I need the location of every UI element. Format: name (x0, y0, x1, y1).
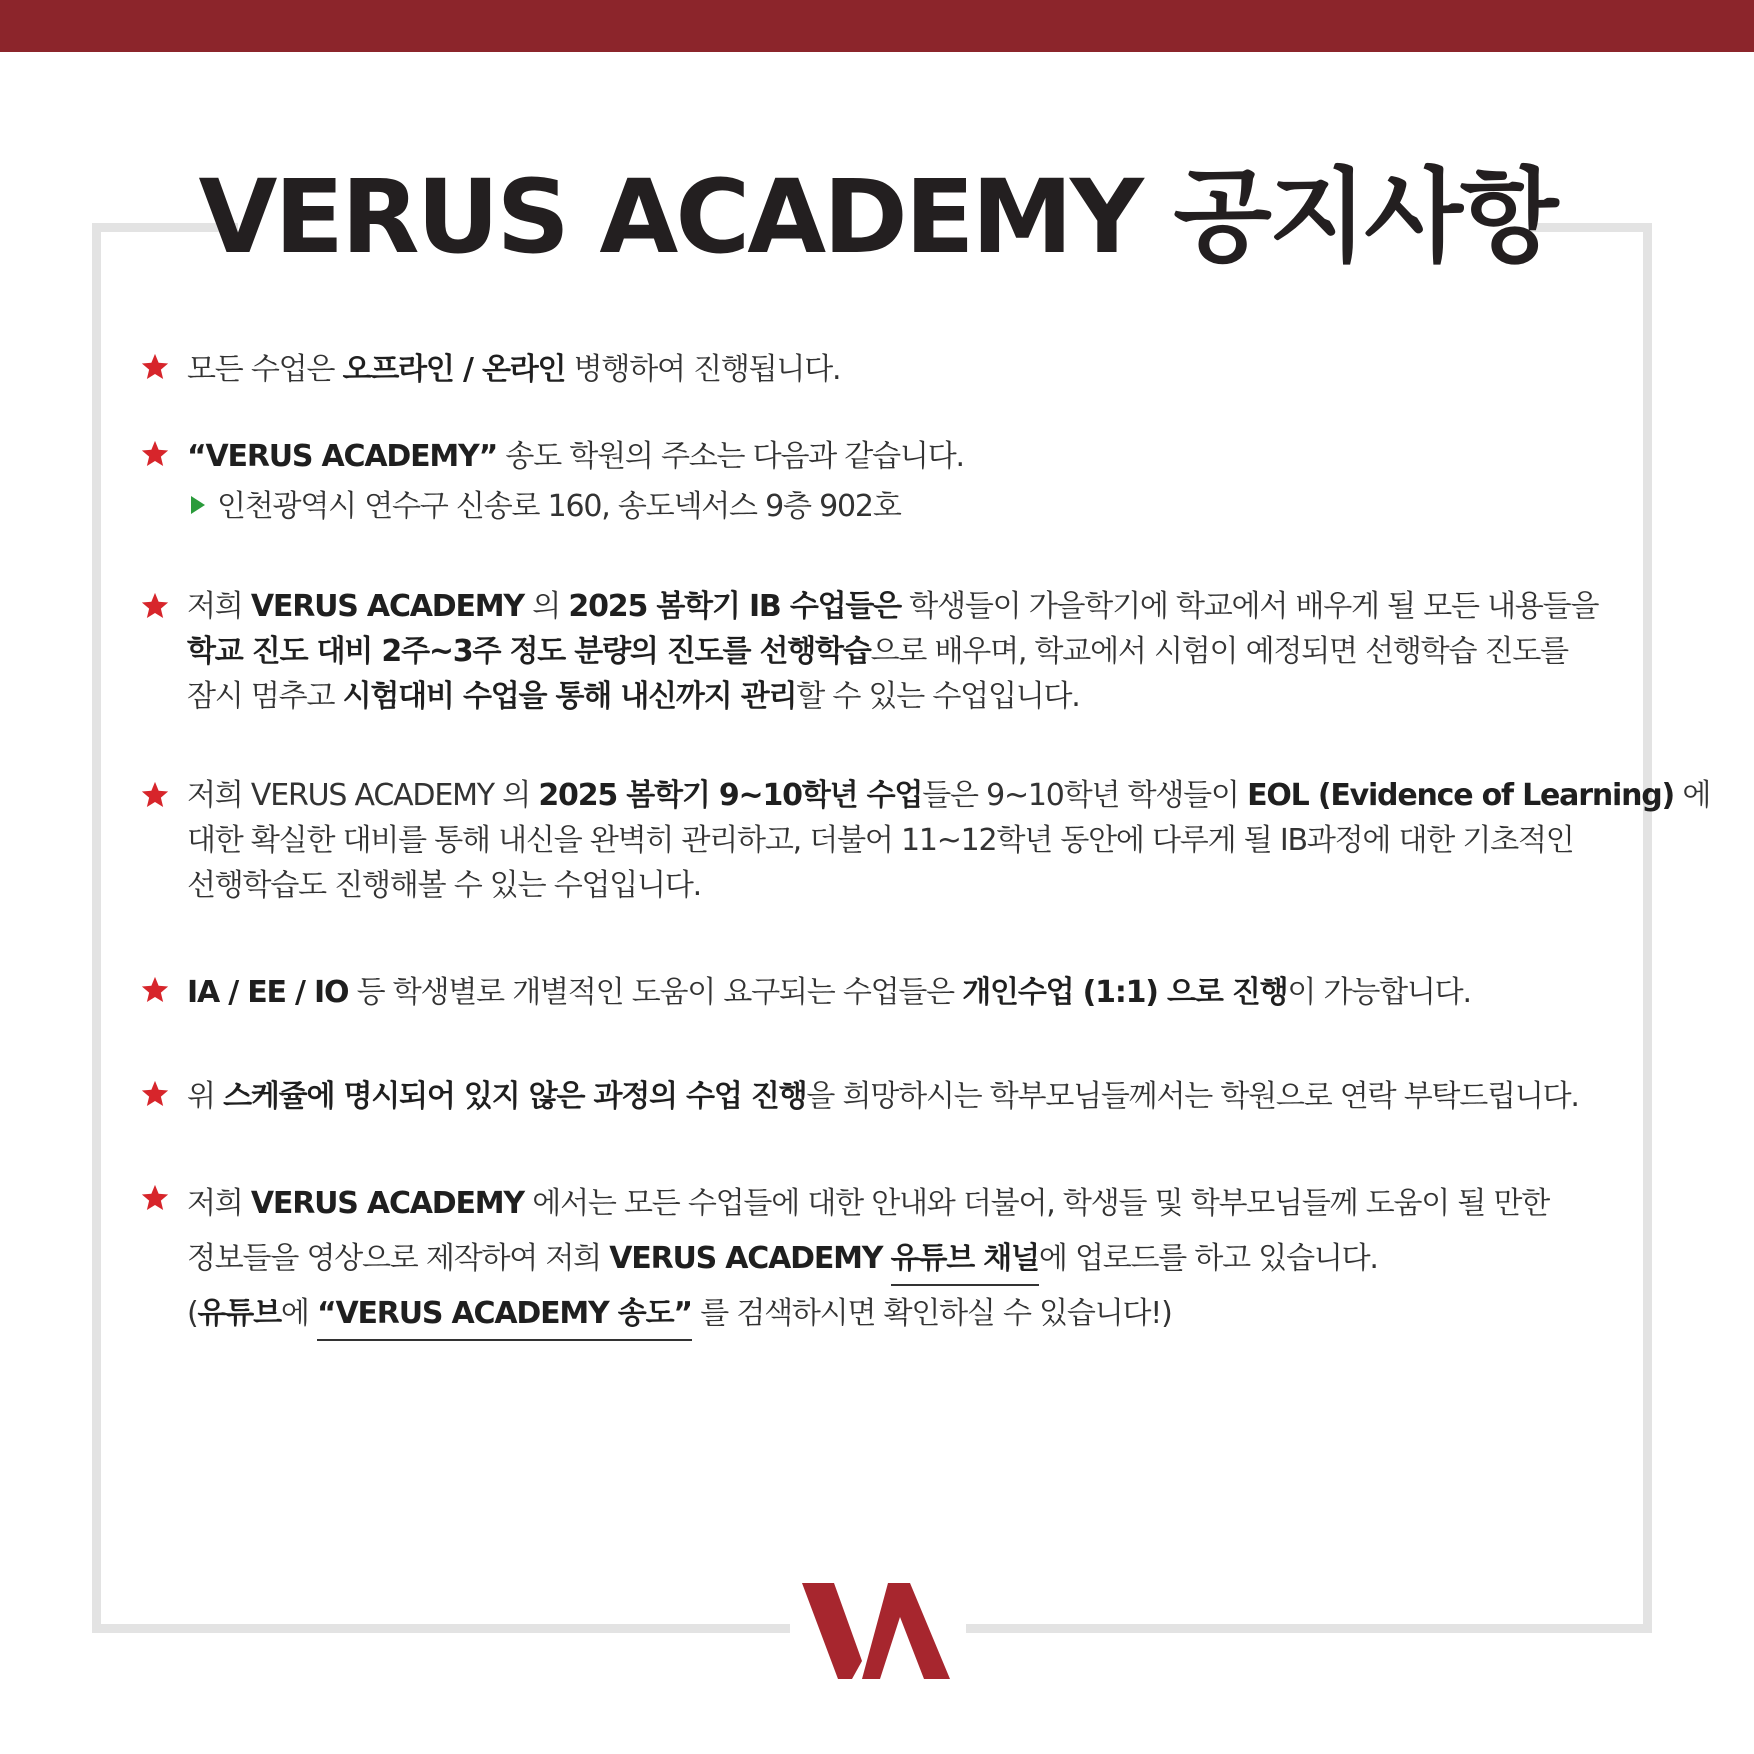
text: 들은 9~10학년 학생들이 (922, 778, 1248, 813)
text: 할 수 있는 수업입니다. (796, 679, 1080, 714)
text: 이 가능합니다. (1287, 975, 1471, 1010)
text: 병행하여 진행됩니다. (565, 352, 841, 387)
text: 에서는 모든 수업들에 대한 안내와 더불어, 학생들 및 학부모님들께 도움이 될 만한 (523, 1186, 1550, 1221)
text: 에 업로드를 하고 있습니다. (1038, 1241, 1378, 1276)
notice-line (187, 773, 1710, 818)
star-icon (140, 439, 170, 469)
text: 의 (523, 589, 569, 624)
text: 송도 학원의 주소는 다음과 같습니다. (497, 439, 964, 474)
bold-text: 스케쥴에 명시되어 있지 않은 과정의 수업 진행 (223, 1079, 807, 1114)
text: 저희 (187, 589, 251, 624)
bold-text: “VERUS ACADEMY” (187, 439, 498, 474)
star-icon (140, 1079, 170, 1109)
triangle-arrow-icon (191, 496, 205, 514)
star-icon (140, 975, 170, 1005)
text: 을 희망하시는 학부모님들께서는 학원으로 연락 부탁드립니다. (806, 1079, 1579, 1114)
text: 등 학생별로 개별적인 도움이 요구되는 수업들은 (348, 975, 963, 1010)
notice-line (187, 968, 1471, 1018)
star-icon (140, 352, 170, 382)
bold-text: 시험대비 수업을 통해 내신까지 관리 (342, 679, 797, 714)
text: 에 (280, 1296, 317, 1331)
bold-text: IA / EE / IO (187, 975, 349, 1010)
notice-line (187, 1286, 1549, 1341)
notice-line (187, 584, 1598, 629)
text: 잠시 멈추고 (187, 679, 343, 714)
notice-line (187, 674, 1598, 719)
bold-text: VERUS ACADEMY (250, 1186, 524, 1221)
va-logo (800, 1577, 956, 1685)
text: 에 (1674, 778, 1711, 813)
star-icon (140, 780, 170, 810)
notice-line (187, 863, 1710, 908)
text: 선행학습도 진행해볼 수 있는 수업입니다. (187, 868, 701, 903)
bold-text: EOL (Evidence of Learning) (1247, 778, 1675, 813)
notice-line (187, 1231, 1549, 1286)
text (882, 1241, 890, 1276)
notice-line (187, 482, 964, 532)
bold-text: 2025 봄학기 IB 수업들은 (568, 589, 901, 624)
text: 정보들을 영상으로 제작하여 저희 (187, 1241, 610, 1276)
notice-line (187, 1072, 1579, 1122)
bold-text: 유튜브 (197, 1296, 281, 1331)
notice-line (187, 432, 964, 482)
text: 인천광역시 연수구 신송로 160, 송도넥서스 9층 902호 (217, 489, 901, 524)
text: 저희 (187, 1186, 251, 1221)
notice-line (187, 1176, 1549, 1231)
bold-text: 2025 봄학기 9~10학년 수업 (538, 778, 923, 813)
star-icon (140, 1183, 170, 1213)
text: 학생들이 가을학기에 학교에서 배우게 될 모든 내용들을 (900, 589, 1599, 624)
notice-line (187, 629, 1598, 674)
notice-line (187, 345, 840, 395)
text: 대한 확실한 대비를 통해 내신을 완벽히 관리하고, 더불어 11~12학년 동안에 다루게 될 IB과정에 대한 기초적인 (187, 823, 1574, 858)
bold-text: VERUS ACADEMY (609, 1241, 883, 1276)
page-title: VERUS ACADEMY 공지사항 (198, 158, 1556, 277)
text: 저희 VERUS ACADEMY 의 (187, 778, 539, 813)
text: ( (187, 1296, 198, 1331)
text: 를 검색하시면 확인하실 수 있습니다!) (691, 1296, 1172, 1331)
top-color-bar (0, 0, 1754, 52)
bold-text: 학교 진도 대비 2주~3주 정도 분량의 진도를 선행학습 (187, 634, 871, 669)
bold-text: VERUS ACADEMY (250, 589, 524, 624)
bold-text: “VERUS ACADEMY 송도” (317, 1296, 692, 1341)
text: 모든 수업은 (187, 352, 343, 387)
notice-line (187, 818, 1710, 863)
bold-text: 개인수업 (1:1) 으로 진행 (962, 975, 1288, 1010)
bold-text: 유튜브 채널 (891, 1241, 1039, 1286)
star-icon (140, 591, 170, 621)
text: 으로 배우며, 학교에서 시험이 예정되면 선행학습 진도를 (870, 634, 1568, 669)
text: 위 (187, 1079, 224, 1114)
bold-text: 오프라인 / 온라인 (342, 352, 566, 387)
